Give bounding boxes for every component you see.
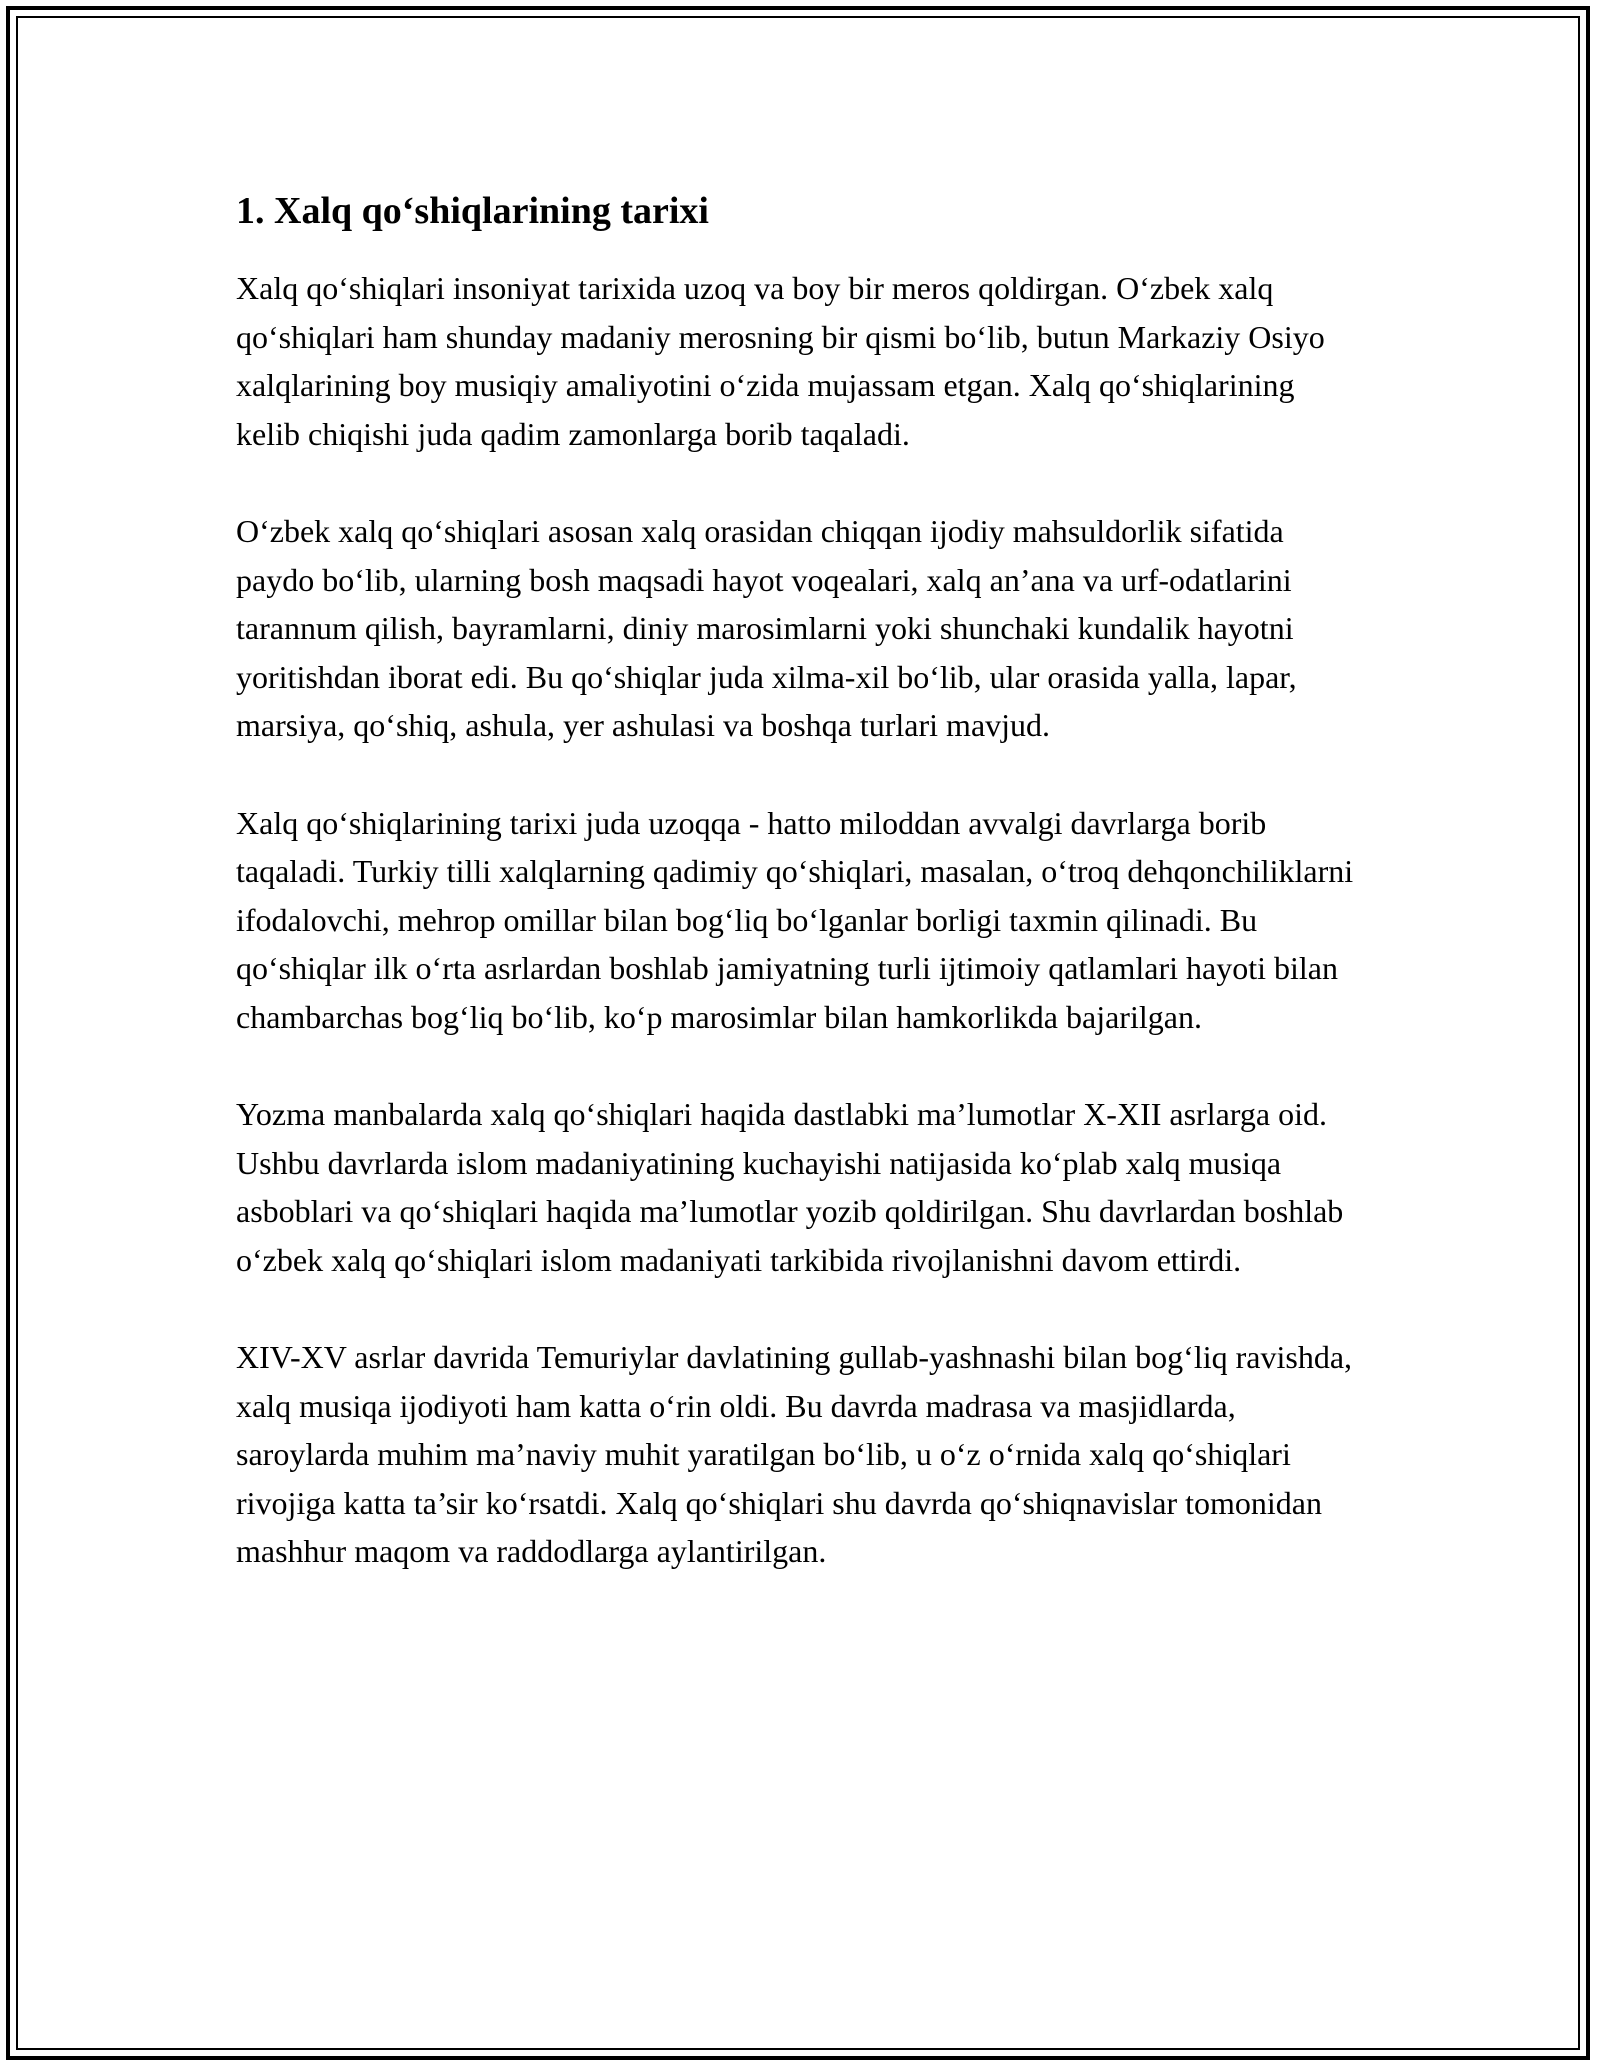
paragraph-2: O‘zbek xalq qo‘shiqlari asosan xalq orasidan chiqqan ijodiy mahsuldorlik sifatida paydo bo‘lib, ularning bosh maqsadi hayot voqealari, xalq an’ana va urf-odatlarini tarannum qilish, bayramlarni, diniy marosimlarni yoki shunchaki kundalik hayotni yoritishdan iborat edi. Bu qo‘shiqlar juda xilma-xil bo‘lib, ular orasida yalla, lapar, marsiya, qo‘shiq, ashula, yer ashulasi va boshqa turlari mavjud. <box>236 513 1297 743</box>
paragraph-5: XIV-XV asrlar davrida Temuriylar davlatining gullab-yashnashi bilan bog‘liq ravishda, xalq musiqa ijodiyoti ham katta o‘rin oldi. Bu davrda madrasa va masjidlarda, saroylarda muhim ma’naviy muhit yaratilgan bo‘lib, u o‘z o‘rnida xalq qo‘shiqlari rivojiga katta ta’sir ko‘rsatdi. Xalq qo‘shiqlari shu davrda qo‘shiqnavislar tomonidan mashhur maqom va raddodlarga aylantirilgan. <box>236 1339 1353 1569</box>
paragraph-3: Xalq qo‘shiqlarining tarixi juda uzoqqa - hatto miloddan avvalgi davrlarga borib taqaladi. Turkiy tilli xalqlarning qadimiy qo‘shiqlari, masalan, o‘troq dehqonchiliklarni ifodalovchi, mehrop omillar bilan bog‘liq bo‘lganlar borligi taxmin qilinadi. Bu qo‘shiqlar ilk o‘rta asrlardan boshlab jamiyatning turli ijtimoiy qatlamlari hayoti bilan chambarchas bog‘liq bo‘lib, ko‘p marosimlar bilan hamkorlikda bajarilgan. <box>236 804 1354 1035</box>
document-body <box>236 186 1366 1576</box>
paragraph-1: Xalq qo‘shiqlari insoniyat tarixida uzoq va boy bir meros qoldirgan. O‘zbek xalq qo‘shiqlari ham shunday madaniy merosning bir qismi bo‘lib, butun Markaziy Osiyo xalqlarining boy musiqiy amaliyotini o‘zida mujassam etgan. Xalq qo‘shiqlarining kelib chiqishi juda qadim zamonlarga borib taqaladi. <box>236 270 1325 452</box>
section-heading: 1. Xalq qo‘shiqlarining tarixi <box>236 190 709 232</box>
paragraph-4: Yozma manbalarda xalq qo‘shiqlari haqida dastlabki ma’lumotlar X-XII asrlarga oid. Ushbu davrlarda islom madaniyatining kuchayishi natijasida ko‘plab xalq musiqa asboblari va qo‘shiqlari haqida ma’lumotlar yozib qoldirilgan. Shu davrlardan boshlab o‘zbek xalq qo‘shiqlari islom madaniyati tarkibida rivojlanishni davom ettirdi. <box>236 1096 1344 1278</box>
